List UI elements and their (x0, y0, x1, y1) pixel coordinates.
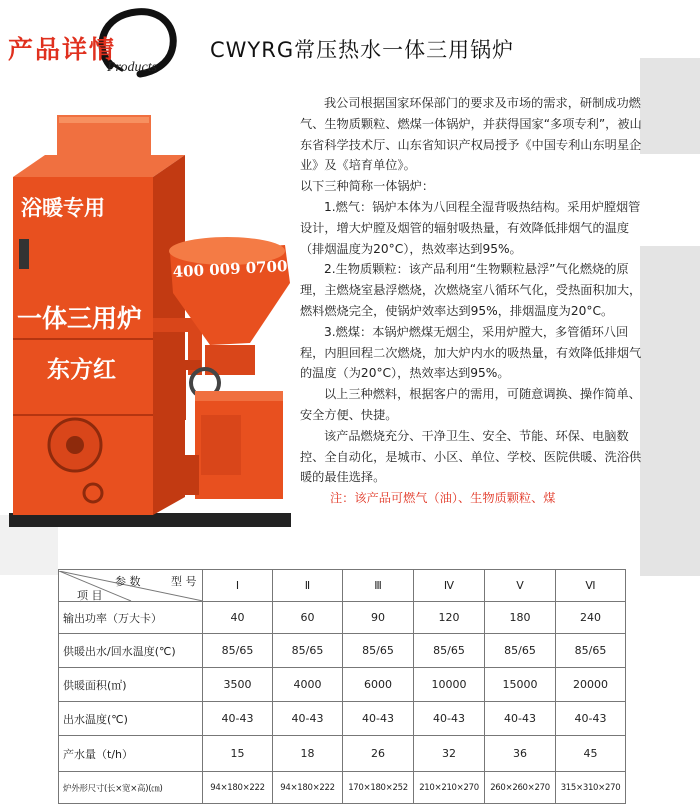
products-badge-subtitle: Products (107, 60, 158, 75)
corner-item-label: 项 目 (77, 588, 103, 602)
model-header: Ⅰ (203, 570, 273, 602)
table-cell: 3500 (203, 668, 273, 702)
table-cell: 120 (414, 602, 485, 634)
page-title: CWYRG常压热水一体三用锅炉 (210, 38, 515, 62)
table-cell: 18 (273, 736, 343, 772)
desc-item-coal: 3.燃煤：本锅炉燃煤无烟尘，采用炉膛大，多管循环八回程，内胆回程二次燃烧，加大炉内水的吸热量，有效降低排烟气的温度（为20°C），热效率达到95%。 (300, 324, 642, 381)
row-label: 出水温度(℃) (59, 702, 203, 736)
page-header (0, 0, 700, 90)
table-cell: 85/65 (414, 634, 485, 668)
corner-param-label: 参 数 (115, 574, 141, 588)
desc-note: 注：该产品可燃气（油）、生物质颗粒、煤 (330, 491, 556, 506)
boiler-label-middle: 一体三用炉 (17, 304, 143, 333)
table-cell: 40-43 (273, 702, 343, 736)
table-cell: 315×310×270 (556, 772, 626, 804)
table-cell: 94×180×222 (273, 772, 343, 804)
table-cell: 40-43 (343, 702, 414, 736)
product-description (300, 93, 648, 509)
boiler-phone-number: 400 009 0700 (172, 257, 288, 281)
desc-item-gas: 1.燃气：锅炉本体为八回程全湿背吸热结构。采用炉膛烟管设计，增大炉膛及烟管的辐射吸热量，有效降低排烟气的温度（排烟温度为20°C），热效率达到95%。 (300, 199, 641, 256)
table-cell: 40-43 (414, 702, 485, 736)
model-header: Ⅵ (556, 570, 626, 602)
boiler-brand-label: 东方红 (47, 356, 116, 383)
table-cell: 85/65 (273, 634, 343, 668)
desc-intro: 我公司根据国家环保部门的要求及市场的需求，研制成功燃气、生物质颗粒、燃煤一体锅炉，并获得国家“多项专利”，被山东省科学技术厅、山东省知识产权局授予《中国专利山东明星企业》及《培育单位》。 (300, 96, 642, 173)
decorative-shadow-block (640, 246, 700, 576)
table-cell: 20000 (556, 668, 626, 702)
desc-para-benefits: 该产品燃烧充分、干净卫生、安全、节能、环保、电脑数控、全自动化，是城市、小区、单位、学校、医院供暖、洗浴供暖的最佳选择。 (300, 428, 642, 485)
table-row (59, 668, 626, 702)
row-label: 产水量（t/h） (59, 736, 203, 772)
table-cell: 94×180×222 (203, 772, 273, 804)
table-cell: 15 (203, 736, 273, 772)
table-cell: 210×210×270 (414, 772, 485, 804)
table-row (59, 702, 626, 736)
model-header: Ⅱ (273, 570, 343, 602)
table-cell: 36 (485, 736, 556, 772)
desc-item-biomass: 2.生物质颗粒：该产品利用“生物颗粒悬浮”气化燃烧的原理，主燃烧室悬浮燃烧，次燃烧室八循环气化，受热面积加大，燃料燃烧完全，使锅炉效率达到95%，排烟温度为20°C。 (300, 262, 642, 318)
table-cell: 40-43 (203, 702, 273, 736)
table-cell: 40 (203, 602, 273, 634)
table-cell: 40-43 (556, 702, 626, 736)
table-cell: 26 (343, 736, 414, 772)
model-header: Ⅴ (485, 570, 556, 602)
table-cell: 85/65 (343, 634, 414, 668)
table-cell: 60 (273, 602, 343, 634)
table-corner-cell (59, 570, 203, 602)
table-cell: 15000 (485, 668, 556, 702)
row-label: 供暖出水/回水温度(℃) (59, 634, 203, 668)
table-cell: 45 (556, 736, 626, 772)
model-header: Ⅳ (414, 570, 485, 602)
row-label: 输出功率（万大卡） (59, 602, 203, 634)
table-cell: 170×180×252 (343, 772, 414, 804)
table-row (59, 772, 626, 804)
corner-model-label: 型 号 (171, 574, 197, 588)
boiler-label-top: 浴暖专用 (21, 195, 105, 220)
row-label: 供暖面积(㎡) (59, 668, 203, 702)
table-row (59, 736, 626, 772)
spec-table (58, 569, 626, 804)
desc-para-fuels: 以上三种燃料，根据客户的需用，可随意调换、操作简单、安全方便、快捷。 (300, 387, 641, 422)
table-row (59, 634, 626, 668)
table-cell: 40-43 (485, 702, 556, 736)
spec-table-body (59, 570, 626, 804)
table-cell: 90 (343, 602, 414, 634)
table-cell: 32 (414, 736, 485, 772)
desc-lead: 以下三种简称一体锅炉： (300, 179, 435, 194)
products-badge-title: 产品详情 (8, 35, 117, 64)
table-header-row (59, 570, 626, 602)
table-cell: 85/65 (556, 634, 626, 668)
boiler-product-image (5, 115, 295, 535)
table-row (59, 602, 626, 634)
table-cell: 85/65 (485, 634, 556, 668)
decorative-shadow-block (640, 58, 700, 154)
table-cell: 240 (556, 602, 626, 634)
table-cell: 10000 (414, 668, 485, 702)
model-header: Ⅲ (343, 570, 414, 602)
table-cell: 85/65 (203, 634, 273, 668)
table-cell: 6000 (343, 668, 414, 702)
table-cell: 180 (485, 602, 556, 634)
table-cell: 4000 (273, 668, 343, 702)
row-label: 炉外形尺寸(长×宽×高)(㎝) (59, 772, 203, 804)
table-cell: 260×260×270 (485, 772, 556, 804)
